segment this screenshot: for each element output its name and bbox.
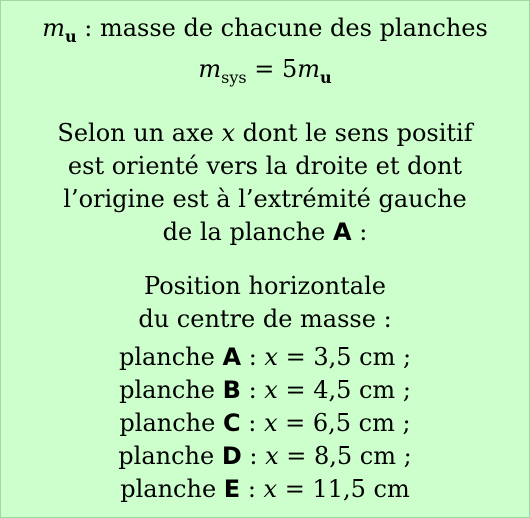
plank-label: A <box>222 343 242 371</box>
axis-line-3: l’origine est à l’extrémité gauche <box>63 185 467 213</box>
section-heading <box>1 270 529 336</box>
axis-line-2: est orienté vers la droite et dont <box>67 152 463 180</box>
plank-word: planche <box>119 409 223 437</box>
msys-subscript: sys <box>221 68 247 87</box>
axis-line-1 <box>1 117 529 150</box>
mu-symbol: m <box>42 14 65 42</box>
plank-label: E <box>223 475 241 503</box>
separator: : <box>240 376 265 404</box>
position-variable: x <box>264 376 278 404</box>
msys-rhs-symbol: m <box>297 55 320 83</box>
position-row <box>1 440 529 473</box>
position-row <box>1 473 529 506</box>
separator: : <box>241 343 265 371</box>
separator: : <box>240 475 264 503</box>
msys-rhs-subscript: u <box>320 68 332 87</box>
position-variable: x <box>265 442 279 470</box>
position-value: = 3,5 cm ; <box>277 343 412 371</box>
axis-description <box>1 117 529 249</box>
position-value: = 4,5 cm ; <box>277 376 411 404</box>
position-row <box>1 407 529 440</box>
msys-equals: = 5 <box>246 55 298 83</box>
mu-description: : masse de chacune des planches <box>76 14 488 42</box>
msys-symbol: m <box>198 55 222 83</box>
axis-line-4 <box>1 216 529 249</box>
axis-text: Selon un axe <box>57 119 222 147</box>
heading-line-2: du centre de masse : <box>138 305 392 333</box>
positions-list <box>1 341 529 506</box>
separator: : <box>240 409 264 437</box>
position-value: = 6,5 cm ; <box>277 409 411 437</box>
plank-word: planche <box>118 442 222 470</box>
plank-label: B <box>222 376 241 404</box>
mu-definition <box>1 12 529 53</box>
position-row <box>1 341 529 374</box>
plank-word: planche <box>118 343 223 371</box>
position-variable: x <box>263 409 278 437</box>
heading-line-1: Position horizontale <box>144 272 386 300</box>
plank-label: C <box>222 409 241 437</box>
position-row <box>1 374 529 407</box>
plank-word: planche <box>119 376 223 404</box>
position-value: = 8,5 cm ; <box>278 442 412 470</box>
position-variable: x <box>263 475 278 503</box>
plank-label: A <box>333 218 352 246</box>
position-variable: x <box>264 343 278 371</box>
mu-subscript: u <box>64 27 77 46</box>
mass-definitions <box>1 12 529 94</box>
axis-text: de la planche <box>162 218 334 246</box>
separator: : <box>241 442 266 470</box>
axis-text: : <box>351 218 368 246</box>
plank-word: planche <box>120 475 224 503</box>
plank-label: D <box>221 442 242 470</box>
axis-variable: x <box>221 119 235 147</box>
msys-equation <box>1 53 529 94</box>
axis-text: dont le sens positif <box>235 119 473 147</box>
position-value: = 11,5 cm <box>277 475 410 503</box>
